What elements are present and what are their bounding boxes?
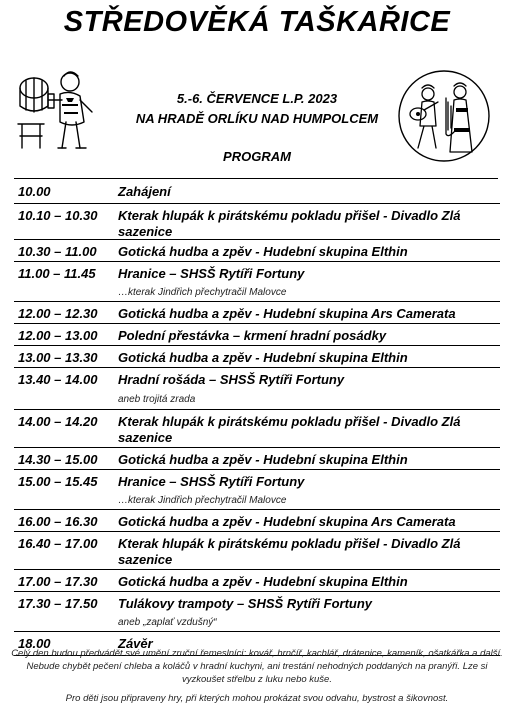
row-time: 18.00 [18,636,51,651]
schedule-row [14,240,500,262]
schedule-row [14,448,500,470]
program-heading: PROGRAM [223,149,291,164]
drinker-with-barrel-illustration [14,64,106,156]
schedule-row [14,410,500,448]
schedule-row [14,592,500,632]
row-time: 13.00 – 13.30 [18,350,98,365]
row-activity: Gotická hudba a zpěv - Hudební skupina Elthin [118,574,408,589]
schedule-row [14,262,500,302]
schedule-row [14,302,500,324]
row-activity: Gotická hudba a zpěv - Hudební skupina Ars Camerata [118,514,456,529]
row-activity: Hranice – SHSŠ Rytíři Fortuny [118,474,305,489]
row-note: aneb trojitá zrada [118,394,196,405]
row-time: 16.00 – 16.30 [18,514,98,529]
row-activity: Kterak hlupák k pirátskému pokladu přišel - Divadlo Zlá sazenice [118,208,461,239]
row-time: 15.00 – 15.45 [18,474,98,489]
footer-info [10,647,504,705]
footer-paragraph: Pro děti jsou připraveny hry, při kterých mohou prokázat svou odvahu, bystrost a šikovnost. [65,693,449,704]
footer-paragraph: Celý den budou předvádět své umění zruční řemeslníci: kovář, hrnčíř, kachlář, drátenice, kameník, ošatkářka a další. Nebude chybět pečení chleba a koláčů v hradní kuchyni, ani trestání nehodných poddaných na pranýři. Lze si vyzkoušet střelbu z luku nebo kuše. [11,648,503,685]
schedule-row [14,204,500,240]
row-activity: Gotická hudba a zpěv - Hudební skupina Elthin [118,452,408,467]
row-activity: Hranice – SHSŠ Rytíři Fortuny [118,266,305,281]
schedule-row [14,470,500,510]
event-date: 5.-6. ČERVENCE L.P. 2023 [176,91,338,106]
row-note: …kterak Jindřich přechytračil Malovce [118,495,287,506]
row-activity: Tulákovy trampoty – SHSŠ Rytíři Fortuny [118,596,373,611]
schedule-row [14,570,500,592]
row-time: 13.40 – 14.00 [18,372,98,387]
schedule-top-rule [14,178,498,179]
row-note: aneb „zaplať vzdušný“ [118,617,217,628]
row-time: 11.00 – 11.45 [18,266,96,281]
row-note: …kterak Jindřich přechytračil Malovce [118,287,287,298]
row-time: 12.00 – 12.30 [18,306,98,321]
row-activity: Zahájení [118,184,171,199]
schedule-row [14,346,500,368]
row-time: 10.00 [18,184,51,199]
event-venue: NA HRADĚ ORLÍKU NAD HUMPOLCEM [135,111,379,126]
row-activity: Hradní rošáda – SHSŠ Rytíři Fortuny [118,372,345,387]
row-time: 12.00 – 13.00 [18,328,98,343]
row-time: 17.00 – 17.30 [18,574,98,589]
row-activity: Závěr [118,636,153,651]
row-time: 10.30 – 11.00 [18,244,97,259]
schedule-row [14,180,500,204]
schedule-row [14,324,500,346]
row-time: 17.30 – 17.50 [18,596,98,611]
row-activity: Gotická hudba a zpěv - Hudební skupina Elthin [118,350,408,365]
schedule-row [14,368,500,410]
row-activity: Kterak hlupák k pirátskému pokladu přišel - Divadlo Zlá sazenice [118,536,461,567]
row-activity: Polední přestávka – krmení hradní posádky [118,328,387,343]
schedule-row [14,532,500,570]
schedule-row [14,510,500,532]
row-activity: Gotická hudba a zpěv - Hudební skupina Ars Camerata [118,306,456,321]
row-time: 10.10 – 10.30 [18,208,98,223]
page-title: STŘEDOVĚKÁ TAŠKAŘICE [63,6,451,38]
row-activity: Kterak hlupák k pirátskému pokladu přišel - Divadlo Zlá sazenice [118,414,461,445]
row-activity: Gotická hudba a zpěv - Hudební skupina Elthin [118,244,408,259]
row-time: 16.40 – 17.00 [18,536,98,551]
row-time: 14.00 – 14.20 [18,414,98,429]
row-time: 14.30 – 15.00 [18,452,98,467]
